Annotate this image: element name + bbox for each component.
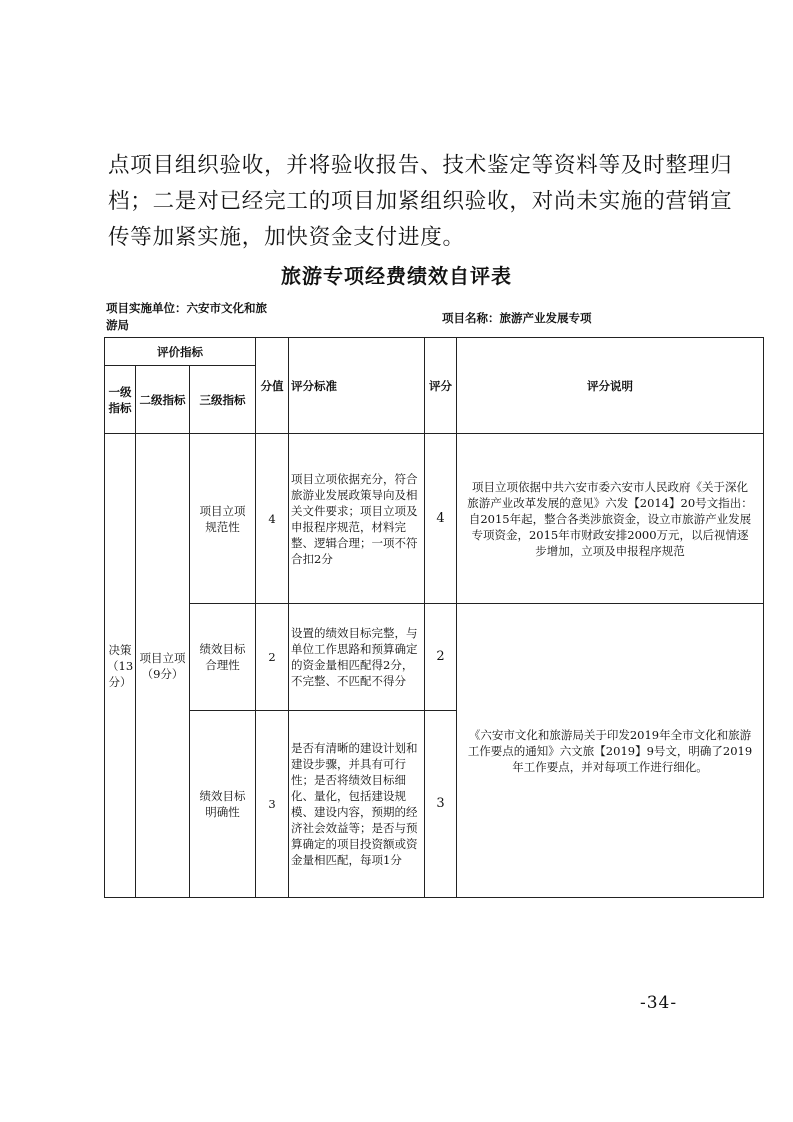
header-eval-indicator: 评价指标 (105, 338, 256, 366)
evaluation-table (104, 337, 764, 898)
project-name: 项目名称：旅游产业发展专项 (442, 311, 592, 325)
level3-cell: 绩效目标明确性 (190, 711, 256, 898)
standard-cell: 设置的绩效目标完整，与单位工作思路和预算确定的资金量相匹配得2分，不完整、不匹配不得分 (289, 604, 425, 711)
header-level3: 三级指标 (190, 366, 256, 434)
unit-label-line: 项目实施单位：六安市文化和旅 (106, 301, 267, 315)
score-cell: 2 (425, 604, 457, 711)
score-value-cell: 4 (256, 434, 289, 604)
standard-cell: 是否有清晰的建设计划和建设步骤，并具有可行性；是否将绩效目标细化、量化，包括建设规模、建设内容，预期的经济社会效益等；是否与预算确定的项目投资额或资金量相匹配，每项1分 (289, 711, 425, 898)
paragraph-line: 点项目组织验收，并将验收报告、技术鉴定等资料等及时整理归 (108, 153, 733, 178)
standard-cell: 项目立项依据充分，符合旅游业发展政策导向及相关文件要求；项目立项及申报程序规范，材料完整、逻辑合理；一项不符合扣2分 (289, 434, 425, 604)
explanation-cell: 项目立项依据中共六安市委六安市人民政府《关于深化旅游产业改革发展的意见》六发【2014】20号文指出：自2015年起，整合各类涉旅资金，设立市旅游产业发展专项资金，2015年市财政安排2000万元，以后视情逐步增加，立项及申报程序规范 (457, 434, 764, 604)
header-score-value: 分值 (256, 338, 289, 434)
header-standard: 评分标准 (289, 338, 425, 434)
header-explanation: 评分说明 (457, 338, 764, 434)
score-value-cell: 2 (256, 604, 289, 711)
score-cell: 4 (425, 434, 457, 604)
level1-cell: 决策（13分） (105, 434, 136, 898)
paragraph-line: 传等加紧实施，加快资金支付进度。 (108, 225, 465, 250)
paragraph-line: 档；二是对已经完工的项目加紧组织验收，对尚未实施的营销宣 (108, 189, 733, 214)
form-title: 旅游专项经费绩效自评表 (281, 264, 512, 288)
unit-label (106, 300, 267, 334)
header-level1: 一级指标 (105, 366, 136, 434)
score-value-cell: 3 (256, 711, 289, 898)
score-cell: 3 (425, 711, 457, 898)
page-number: -34- (640, 993, 678, 1013)
explanation-cell: 《六安市文化和旅游局关于印发2019年全市文化和旅游工作要点的通知》六文旅【2019】9号文，明确了2019年工作要点，并对每项工作进行细化。 (457, 604, 764, 898)
level2-cell: 项目立项（9分） (136, 434, 190, 898)
unit-label-line: 游局 (106, 318, 129, 332)
header-level2: 二级指标 (136, 366, 190, 434)
body-paragraph (108, 148, 733, 256)
level3-cell: 项目立项规范性 (190, 434, 256, 604)
header-score: 评分 (425, 338, 457, 434)
level3-cell: 绩效目标合理性 (190, 604, 256, 711)
